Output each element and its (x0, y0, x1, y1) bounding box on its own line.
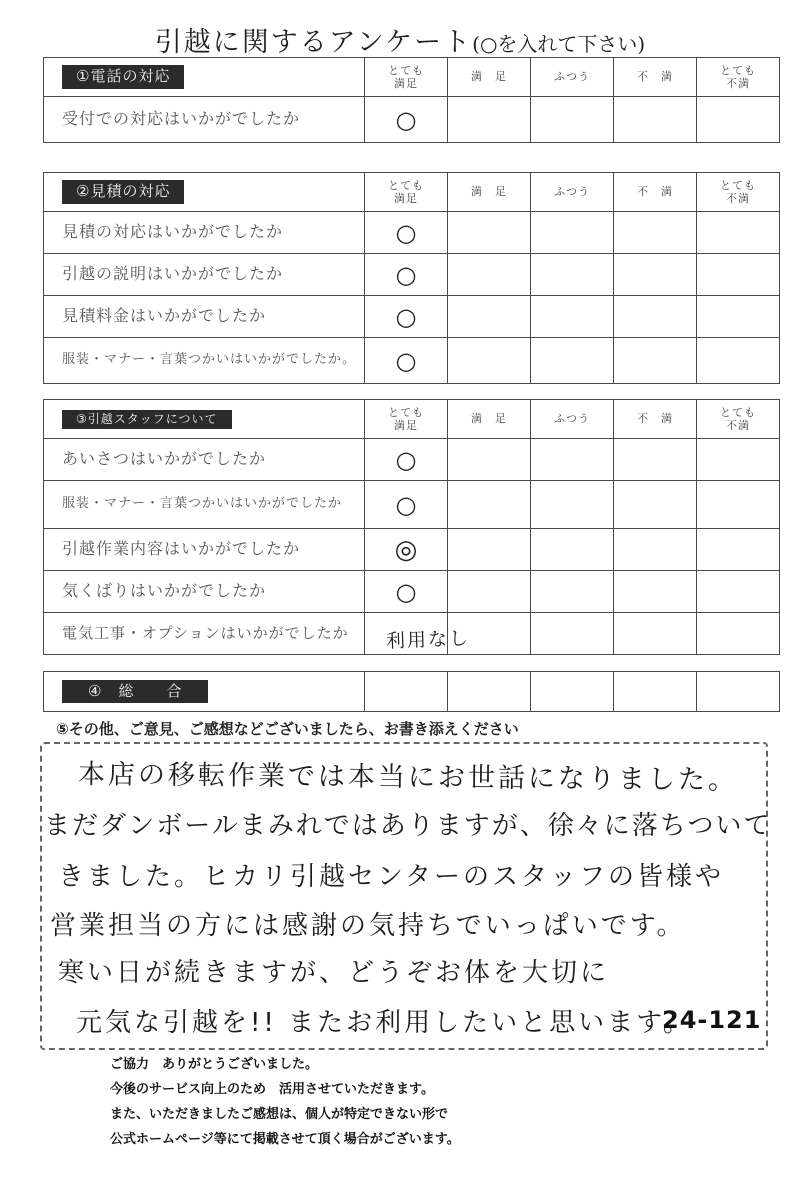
answer-cell[interactable] (448, 338, 531, 384)
section-phone (43, 57, 780, 143)
question-row (44, 97, 780, 143)
circle-mark: ○ (395, 445, 417, 474)
circle-mark: ○ (395, 577, 417, 606)
question-row (44, 212, 780, 254)
circle-mark: ○ (395, 346, 417, 375)
question-row (44, 296, 780, 338)
answer-cell[interactable] (614, 97, 697, 143)
section-header: ③引越スタッフについて (62, 410, 232, 430)
comment-line: 本店の移転作業では本当にお世話になりました。 (77, 759, 739, 796)
section-header: ②見積の対応 (62, 180, 184, 203)
rating-satisfied: 満 足 (471, 412, 507, 426)
answer-cell[interactable] (614, 529, 697, 571)
answer-cell[interactable] (365, 672, 448, 712)
answer-cell[interactable] (614, 254, 697, 296)
answer-cell[interactable] (614, 212, 697, 254)
answer-cell[interactable] (365, 97, 448, 143)
answer-cell[interactable] (448, 672, 531, 712)
question-text: 引越作業内容はいかがでしたか (44, 529, 365, 571)
answer-cell[interactable] (697, 613, 780, 655)
answer-cell[interactable] (531, 338, 614, 384)
question-text: あいさつはいかがでしたか (44, 439, 365, 481)
question-text: 見積料金はいかがでしたか (44, 296, 365, 338)
answer-cell[interactable] (697, 529, 780, 571)
answer-cell[interactable] (365, 296, 448, 338)
answer-cell[interactable] (448, 529, 531, 571)
rating-very-satisfied: とても 満足 (388, 405, 424, 432)
survey-title (0, 20, 800, 59)
section-header-row (44, 400, 780, 439)
rating-neutral: ふつう (554, 412, 590, 426)
answer-cell[interactable] (365, 212, 448, 254)
answer-cell[interactable] (448, 296, 531, 338)
answer-cell[interactable] (614, 338, 697, 384)
rating-neutral: ふつう (554, 70, 590, 84)
rating-satisfied: 満 足 (471, 185, 507, 199)
answer-cell[interactable] (697, 254, 780, 296)
section-header: ①電話の対応 (62, 65, 184, 88)
rating-dissatisfied: 不 満 (637, 412, 673, 426)
question-text: 見積の対応はいかがでしたか (44, 212, 365, 254)
circle-mark: ○ (395, 260, 417, 289)
answer-cell[interactable] (448, 571, 531, 613)
circle-mark: ○ (395, 218, 417, 247)
not-used-note: 利用なし (385, 627, 471, 653)
comment-line: きました。ヒカリ引越センターのスタッフの皆様や (58, 862, 724, 892)
question-text: 電気工事・オプションはいかがでしたか (44, 613, 365, 655)
question-row (44, 529, 780, 571)
answer-cell[interactable] (448, 439, 531, 481)
answer-cell[interactable] (697, 212, 780, 254)
rating-very-dissatisfied: とても 不満 (720, 405, 756, 432)
answer-cell[interactable] (365, 571, 448, 613)
question-row (44, 481, 780, 529)
answer-cell[interactable] (531, 481, 614, 529)
answer-cell[interactable] (697, 571, 780, 613)
answer-cell[interactable] (697, 439, 780, 481)
answer-cell[interactable] (531, 254, 614, 296)
section-staff (43, 399, 780, 655)
comment-line: 元気な引越を!! またお利用したいと思います。 (76, 1008, 693, 1038)
section-estimate (43, 172, 780, 384)
reference-number: 24-121 (662, 1006, 762, 1034)
answer-cell[interactable] (614, 571, 697, 613)
answer-cell[interactable] (365, 439, 448, 481)
rating-very-dissatisfied: とても 不満 (720, 178, 756, 205)
question-text: 服装・マナー・言葉つかいはいかがでしたか。 (44, 338, 365, 384)
question-text: 気くばりはいかがでしたか (44, 571, 365, 613)
question-row (44, 439, 780, 481)
answer-cell[interactable] (531, 672, 614, 712)
answer-cell[interactable] (697, 338, 780, 384)
answer-cell[interactable] (531, 529, 614, 571)
rating-satisfied: 満 足 (471, 70, 507, 84)
answer-cell[interactable] (614, 672, 697, 712)
footer-line: 今後のサービス向上のため 活用させていただきます。 (110, 1082, 434, 1097)
answer-cell[interactable] (531, 212, 614, 254)
comment-label: ⑤その他、ご意見、ご感想などございましたら、お書き添えください (56, 720, 519, 738)
answer-cell[interactable] (697, 296, 780, 338)
answer-cell[interactable] (697, 481, 780, 529)
section-header-row (44, 672, 780, 712)
answer-cell[interactable] (531, 97, 614, 143)
section-header-row (44, 173, 780, 212)
answer-cell[interactable] (697, 97, 780, 143)
circle-mark: ○ (395, 105, 417, 134)
answer-cell[interactable] (531, 571, 614, 613)
section-overall (43, 671, 780, 712)
title-instruction: (○を入れて下さい) (472, 32, 646, 56)
answer-cell[interactable] (365, 529, 448, 571)
title-main: 引越に関するアンケート (154, 27, 473, 58)
rating-neutral: ふつう (554, 185, 590, 199)
double-circle-mark: ◎ (394, 534, 418, 565)
rating-dissatisfied: 不 満 (637, 185, 673, 199)
answer-cell[interactable] (448, 254, 531, 296)
comment-line: まだダンボールまみれではありますが、徐々に落ちついて (44, 811, 772, 841)
answer-cell[interactable] (614, 613, 697, 655)
answer-cell[interactable] (531, 613, 614, 655)
question-row (44, 254, 780, 296)
footer-line: 公式ホームページ等にて掲載させて頂く場合がございます。 (110, 1132, 460, 1147)
question-text: 受付での対応はいかがでしたか (44, 97, 365, 143)
answer-cell[interactable] (448, 97, 531, 143)
question-text: 引越の説明はいかがでしたか (44, 254, 365, 296)
answer-cell[interactable] (448, 481, 531, 529)
footer-line: ご協力 ありがとうございました。 (110, 1057, 319, 1072)
rating-very-satisfied: とても 満足 (388, 63, 424, 90)
answer-cell[interactable] (531, 439, 614, 481)
question-row (44, 571, 780, 613)
section-header-row (44, 58, 780, 97)
answer-cell[interactable] (614, 481, 697, 529)
answer-cell[interactable] (614, 439, 697, 481)
section-header: ④ 総 合 (62, 680, 208, 703)
comment-line: 営業担当の方には感謝の気持ちでいっぱいです。 (50, 911, 686, 941)
answer-cell[interactable] (614, 296, 697, 338)
question-text: 服装・マナー・言葉つかいはいかがでしたか (44, 481, 365, 529)
footer-line: また、いただきましたご感想は、個人が特定できない形で (110, 1107, 449, 1122)
rating-very-satisfied: とても 満足 (388, 178, 424, 205)
answer-cell[interactable] (365, 338, 448, 384)
answer-cell[interactable] (531, 296, 614, 338)
answer-cell[interactable] (365, 481, 448, 529)
rating-very-dissatisfied: とても 不満 (720, 63, 756, 90)
answer-cell[interactable] (697, 672, 780, 712)
rating-dissatisfied: 不 満 (637, 70, 673, 84)
answer-cell[interactable] (365, 254, 448, 296)
question-row (44, 338, 780, 384)
answer-cell[interactable] (448, 212, 531, 254)
circle-mark: ○ (395, 490, 417, 519)
comment-line: 寒い日が続きますが、どうぞお体を大切に (58, 958, 610, 988)
circle-mark: ○ (395, 302, 417, 331)
